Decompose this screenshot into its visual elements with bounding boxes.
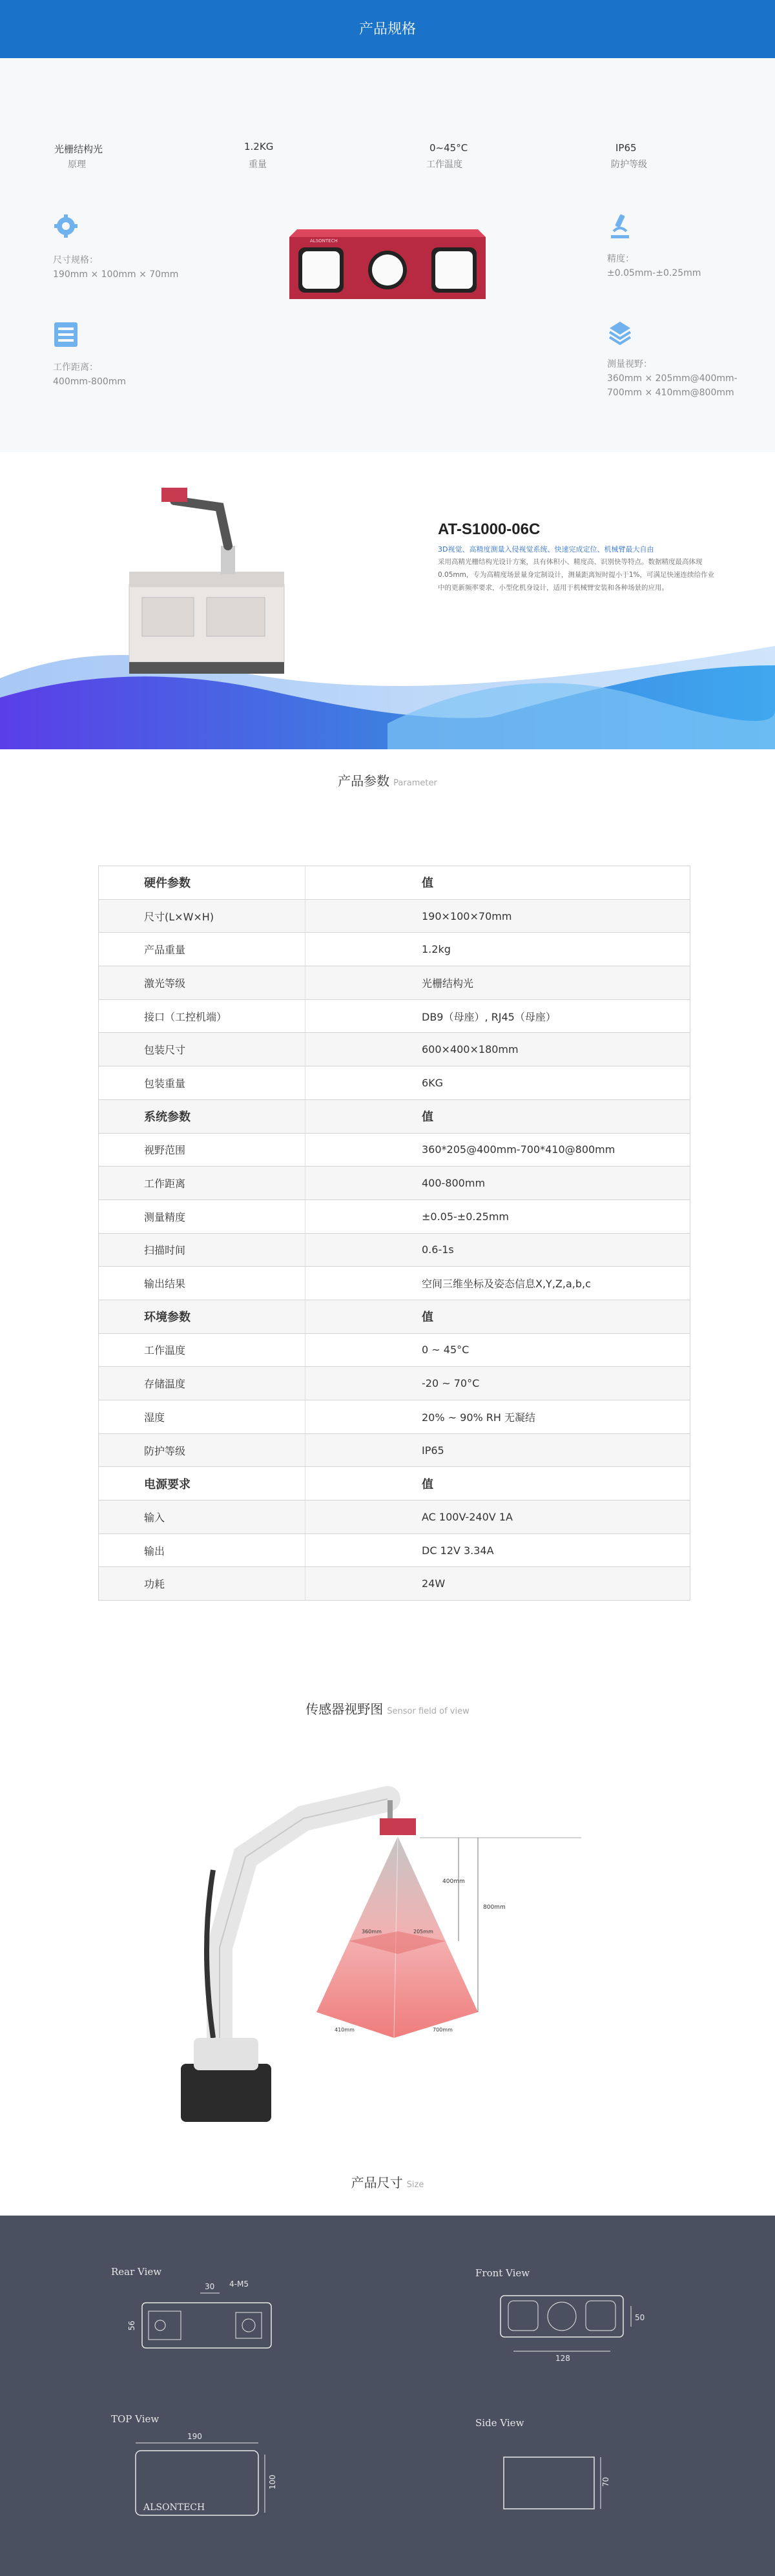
rear-dim-56: 56: [127, 2320, 136, 2331]
param-key: 尺寸(L×W×H): [99, 899, 305, 933]
param-key: 防护等级: [99, 1433, 305, 1467]
param-value: 值: [305, 866, 690, 900]
size-section-title: [0, 2172, 775, 2191]
param-key: 存储温度: [99, 1367, 305, 1400]
far-dist-label: 800mm: [483, 1904, 506, 1911]
ip-label: 防护等级: [611, 160, 647, 170]
robot-base: [181, 2064, 271, 2122]
top-dim-190: 190: [187, 2432, 202, 2441]
ip-value: IP65: [615, 142, 637, 154]
accuracy-value: ±0.05mm-±0.25mm: [607, 268, 701, 278]
table-row: [99, 1233, 690, 1267]
device-brand: ALSONTECH: [310, 238, 338, 244]
temp-label: 工作温度: [426, 160, 462, 170]
table-row: [99, 1501, 690, 1534]
table-row: [99, 1133, 690, 1167]
param-key: 硬件参数: [99, 866, 305, 900]
rear-view-title: Rear View: [111, 2266, 162, 2278]
fov-section-title: [0, 1699, 775, 1718]
param-value: IP65: [305, 1433, 690, 1467]
table-row: [99, 1333, 690, 1367]
param-key: 包装重量: [99, 1066, 305, 1100]
product-description: 采用高精光栅结构光设计方案，具有体积小、精度高、识别快等特点。数据精度最高体现0.05mm，专为高精度场景量身定制设计，测量距离短时提小于1%，可满足快速连续给作业中的更新频率要求，小型化机身设计，适用于机械臂安装和各种场景的应用。: [438, 558, 714, 592]
range-label: 测量视野：: [607, 359, 652, 369]
param-value: DC 12V 3.34A: [305, 1533, 690, 1567]
table-row: [99, 933, 690, 966]
param-key: 工作温度: [99, 1333, 305, 1367]
page-title: 产品规格: [358, 21, 416, 37]
range-value-line1: 360mm × 205mm@400mm-: [607, 373, 738, 384]
param-value: 24W: [305, 1567, 690, 1601]
side-view-title: Side View: [475, 2417, 524, 2429]
param-value: 20% ~ 90% RH 无凝结: [305, 1400, 690, 1434]
product-model: AT-S1000-06C: [438, 521, 541, 538]
fov-diagram: [174, 1754, 601, 2141]
gear-icon: [53, 213, 79, 239]
param-value: 空间三维坐标及姿态信息X,Y,Z,a,b,c: [305, 1267, 690, 1300]
rear-dim-m5: 4-M5: [229, 2280, 249, 2289]
table-row: [99, 1433, 690, 1467]
rear-dim-30: 30: [205, 2282, 215, 2291]
param-key: 环境参数: [99, 1300, 305, 1333]
front-dim-128: 128: [555, 2354, 570, 2363]
side-dim-70: 70: [601, 2477, 610, 2487]
param-value: 值: [305, 1099, 690, 1133]
side-view-drawing: [497, 2448, 614, 2519]
param-key: 输入: [99, 1501, 305, 1534]
params-section-title: [0, 771, 775, 789]
table-row: [99, 1567, 690, 1601]
product-tagline: 3D视觉、高精度测量入侵视觉系统、快速完成定位、机械臂最大自由: [438, 545, 654, 554]
table-row: [99, 1400, 690, 1434]
param-key: 系统参数: [99, 1099, 305, 1133]
front-view-drawing: [488, 2287, 656, 2364]
param-key: 工作距离: [99, 1167, 305, 1200]
far-height-label: 700mm: [433, 2027, 453, 2033]
near-width-label: 360mm: [362, 1929, 382, 1935]
near-dist-label: 400mm: [442, 1878, 465, 1885]
weight-value: 1.2KG: [244, 141, 274, 152]
accuracy-label: 精度：: [607, 254, 634, 264]
param-key: 接口（工控机端）: [99, 999, 305, 1033]
weight-label: 重量: [249, 160, 267, 170]
param-value: DB9（母座）, RJ45（母座）: [305, 999, 690, 1033]
principle-label: 原理: [68, 160, 86, 170]
param-key: 激光等级: [99, 966, 305, 1000]
param-key: 扫描时间: [99, 1233, 305, 1267]
param-key: 视野范围: [99, 1133, 305, 1167]
principle-value: 光栅结构光: [54, 143, 103, 155]
param-value: 1.2kg: [305, 933, 690, 966]
table-row: [99, 1033, 690, 1066]
fov-title-text: 传感器视野图: [305, 1701, 384, 1717]
table-group-row: [99, 866, 690, 900]
table-row: [99, 1200, 690, 1233]
size-value: 190mm × 100mm × 70mm: [53, 269, 179, 280]
param-key: 测量精度: [99, 1200, 305, 1233]
front-dim-50: 50: [635, 2313, 645, 2322]
product-banner: [0, 452, 775, 749]
far-width-label: 410mm: [335, 2027, 355, 2033]
top-view-brand: ALSONTECH: [143, 2502, 205, 2513]
measure-icon: [607, 319, 633, 346]
table-row: [99, 1367, 690, 1400]
params-title-text: 产品参数: [338, 773, 390, 789]
front-view-title: Front View: [475, 2267, 530, 2279]
distance-label: 工作距离：: [53, 362, 98, 373]
top-view-title: TOP View: [111, 2413, 160, 2425]
param-value: 6KG: [305, 1066, 690, 1100]
param-key: 输出结果: [99, 1267, 305, 1300]
size-title-text: 产品尺寸: [351, 2175, 403, 2190]
table-row: [99, 1267, 690, 1300]
param-value: ±0.05-±0.25mm: [305, 1200, 690, 1233]
params-table: [98, 866, 690, 1601]
distance-icon: [53, 321, 79, 348]
sensor-on-arm: [380, 1818, 416, 1835]
wave-decoration: [0, 620, 775, 749]
robot-cart-image: [123, 481, 316, 681]
param-value: 600×400×180mm: [305, 1033, 690, 1066]
param-value: 光栅结构光: [305, 966, 690, 1000]
param-value: 值: [305, 1300, 690, 1333]
microscope-icon: [607, 212, 633, 240]
param-key: 湿度: [99, 1400, 305, 1434]
size-label: 尺寸规格：: [53, 255, 98, 265]
param-value: 0 ~ 45°C: [305, 1333, 690, 1367]
param-value: 360*205@400mm-700*410@800mm: [305, 1133, 690, 1167]
table-row: [99, 899, 690, 933]
param-key: 电源要求: [99, 1467, 305, 1501]
near-height-label: 205mm: [413, 1929, 433, 1935]
table-row: [99, 1533, 690, 1567]
table-row: [99, 1066, 690, 1100]
table-group-row: [99, 1467, 690, 1501]
param-value: 190×100×70mm: [305, 899, 690, 933]
distance-value: 400mm-800mm: [53, 377, 127, 387]
temp-value: 0~45°C: [429, 142, 468, 154]
table-group-row: [99, 1300, 690, 1333]
table-row: [99, 999, 690, 1033]
range-value-line2: 700mm × 410mm@800mm: [607, 388, 734, 398]
param-value: -20 ~ 70°C: [305, 1367, 690, 1400]
top-view-drawing: [123, 2429, 284, 2526]
table-row: [99, 1167, 690, 1200]
table-row: [99, 966, 690, 1000]
sensor-device-image: [284, 223, 491, 307]
top-dim-100: 100: [268, 2475, 277, 2489]
param-key: 功耗: [99, 1567, 305, 1601]
param-key: 产品重量: [99, 933, 305, 966]
param-value: 值: [305, 1467, 690, 1501]
rear-view-drawing: [123, 2274, 304, 2358]
param-value: 0.6-1s: [305, 1233, 690, 1267]
fov-title-en: Sensor field of view: [387, 1707, 470, 1716]
param-key: 包装尺寸: [99, 1033, 305, 1066]
table-group-row: [99, 1099, 690, 1133]
param-value: AC 100V-240V 1A: [305, 1501, 690, 1534]
params-title-en: Parameter: [393, 778, 437, 788]
size-title-en: Size: [406, 2180, 424, 2190]
param-key: 输出: [99, 1533, 305, 1567]
param-value: 400-800mm: [305, 1167, 690, 1200]
